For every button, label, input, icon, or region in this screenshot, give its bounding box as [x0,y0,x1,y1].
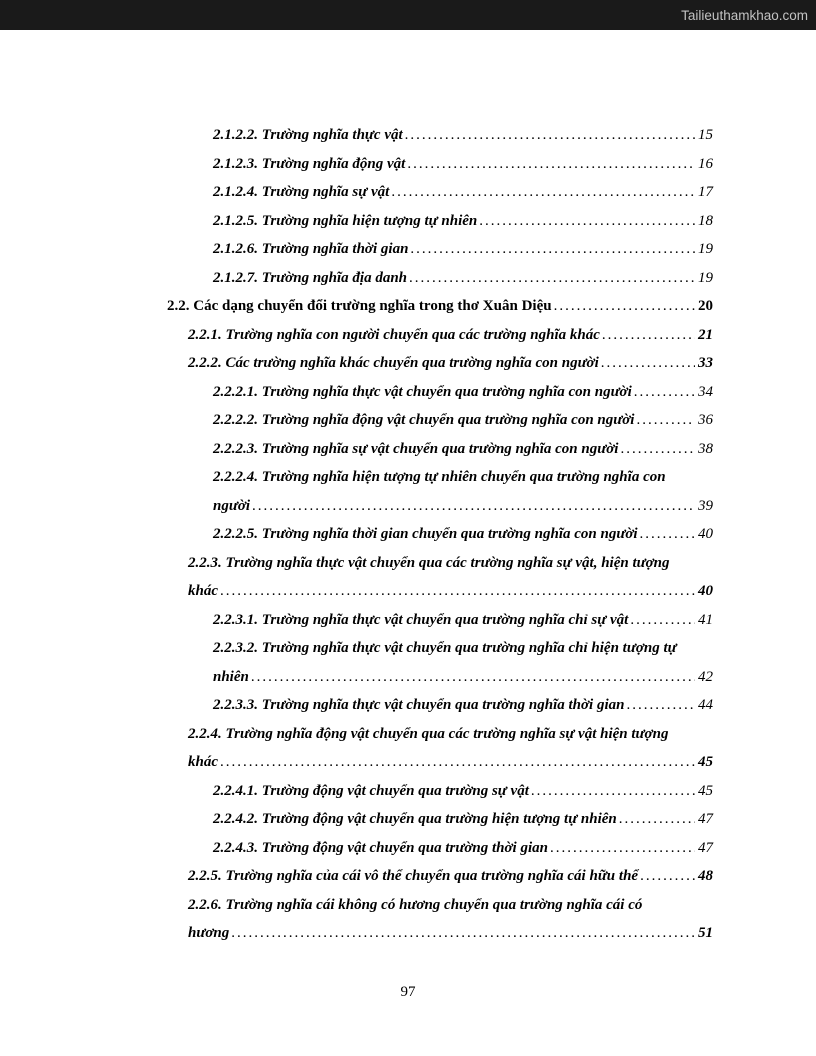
toc-entry-text: khác [188,754,218,770]
toc-entry-text: người [213,497,251,514]
toc-entry-text: khác [188,583,218,599]
dot-leader [626,691,695,720]
toc-entry-line [213,634,713,663]
dot-leader [251,663,695,692]
toc-entry-text: 2.2.2.1. Trường nghĩa thực vật chuyển qua trường nghĩa con người [213,383,632,400]
toc-entry [167,435,713,464]
toc-entry [167,520,713,549]
toc-page-number: 19 [698,269,713,286]
toc-entry [167,292,713,321]
dot-leader [231,919,695,948]
toc-entry-line [213,121,713,150]
toc-entry [167,834,713,863]
toc-page-number: 19 [698,241,713,257]
watermark-text: Tailieuthamkhao.com [681,7,808,23]
toc-entry-line [213,378,713,407]
toc-page-number: 39 [698,497,713,514]
toc-page-number: 20 [698,298,713,314]
toc-entry [167,862,713,891]
toc-entry [167,720,713,777]
toc-page-number: 42 [698,668,713,685]
toc-entry-text: 2.2.4.1. Trường động vật chuyển qua trường sự vật [213,782,529,799]
toc-entry-line [188,349,713,378]
toc-entry-text: 2.2.5. Trường nghĩa của cái vô thể chuyển qua trường nghĩa cái hữu thể [188,868,639,884]
toc-entry-text: 2.2.3.2. Trường nghĩa thực vật chuyển qua trường nghĩa chỉ hiện tượng tự [213,640,677,656]
toc-entry [167,207,713,236]
toc-entry-text: 2.2.2.5. Trường nghĩa thời gian chuyển qua trường nghĩa con người [213,526,638,542]
toc-entry-line [213,264,713,293]
toc-entry-line [188,577,713,606]
toc-entry-line [213,691,713,720]
toc-entry [167,178,713,207]
dot-leader [391,178,695,207]
toc-entry-line [213,463,713,492]
toc-page-number: 33 [698,355,713,371]
toc-entry-text: 2.2.4.2. Trường động vật chuyển qua trường hiện tượng tự nhiên [213,811,617,827]
dot-leader [410,235,695,264]
watermark-bar [0,0,816,30]
toc-entry-text: 2.2.3.3. Trường nghĩa thực vật chuyển qua trường nghĩa thời gian [213,697,625,713]
toc-entry-text: 2.1.2.7. Trường nghĩa địa danh [213,269,408,286]
toc-page-number: 40 [698,526,713,542]
toc-entry [167,606,713,635]
toc-entry-line [213,235,713,264]
toc-page-number: 38 [698,440,713,457]
toc-entry-text: 2.2.6. Trường nghĩa cái không có hương chuyển qua trường nghĩa cái có [188,896,643,913]
toc-page-number: 18 [698,212,713,229]
toc-entry-text: 2.2.2.4. Trường nghĩa hiện tượng tự nhiên chuyển qua trường nghĩa con [213,469,666,485]
toc-page-number: 40 [698,583,713,599]
dot-leader [405,121,695,150]
dot-leader [619,805,695,834]
toc-entry-line [213,805,713,834]
toc-entry-text: 2.2. Các dạng chuyển đổi trường nghĩa trong thơ Xuân Diệu [167,298,552,314]
toc-entry [167,777,713,806]
toc-entry [167,150,713,179]
toc-entry-line [213,207,713,236]
toc-entry-line [213,520,713,549]
toc-entry-text: 2.1.2.6. Trường nghĩa thời gian [213,241,409,257]
toc-page-number: 47 [698,839,713,856]
toc-entry [167,891,713,948]
toc-entry-text: 2.2.3. Trường nghĩa thực vật chuyển qua các trường nghĩa sự vật, hiện tượng [188,554,670,571]
toc-entry-text: 2.1.2.5. Trường nghĩa hiện tượng tự nhiên [213,212,478,229]
dot-leader [602,321,695,350]
table-of-contents [167,121,713,948]
toc-entry-line [188,720,713,749]
toc-entry-text: 2.1.2.2. Trường nghĩa thực vật [213,127,403,143]
toc-entry-line [167,292,713,321]
toc-entry-line [213,492,713,521]
toc-entry [167,121,713,150]
dot-leader [407,150,695,179]
toc-entry-line [213,663,713,692]
dot-leader [252,492,695,521]
toc-page-number: 44 [698,697,713,713]
toc-entry-line [213,834,713,863]
toc-page-number: 17 [698,184,713,200]
toc-page-number: 45 [698,782,713,799]
toc-entry [167,549,713,606]
dot-leader [601,349,695,378]
dot-leader [554,292,695,321]
dot-leader [634,378,695,407]
toc-entry-text: 2.1.2.3. Trường nghĩa động vật [213,155,406,172]
toc-page-number: 15 [698,127,713,143]
dot-leader [620,435,695,464]
toc-entry-line [188,748,713,777]
toc-entry-line [188,919,713,948]
toc-page-number: 16 [698,155,713,172]
toc-page-number: 36 [698,412,713,428]
toc-entry-line [188,321,713,350]
toc-entry-text: 2.1.2.4. Trường nghĩa sự vật [213,184,390,200]
page-number: 97 [400,984,416,1000]
toc-entry [167,235,713,264]
toc-entry-line [188,891,713,920]
dot-leader [531,777,695,806]
toc-entry-line [213,606,713,635]
dot-leader [640,862,695,891]
toc-entry [167,349,713,378]
toc-page-number: 51 [698,925,713,941]
toc-page-number: 48 [698,868,713,884]
toc-entry-line [213,777,713,806]
toc-entry-line [213,406,713,435]
toc-entry-line [213,178,713,207]
toc-entry [167,634,713,691]
toc-entry-text: 2.2.2. Các trường nghĩa khác chuyển qua trường nghĩa con người [188,355,599,371]
toc-page-number: 41 [698,611,713,628]
toc-entry-text: 2.2.3.1. Trường nghĩa thực vật chuyển qua trường nghĩa chỉ sự vật [213,611,629,628]
toc-entry-text: nhiên [213,668,249,685]
toc-entry [167,805,713,834]
dot-leader [220,577,695,606]
toc-entry [167,406,713,435]
toc-entry [167,691,713,720]
dot-leader [550,834,695,863]
toc-entry [167,463,713,520]
toc-entry-text: 2.2.2.2. Trường nghĩa động vật chuyển qua trường nghĩa con người [213,412,635,428]
toc-entry-text: 2.2.4. Trường nghĩa động vật chuyển qua các trường nghĩa sự vật hiện tượng [188,725,669,742]
toc-entry [167,264,713,293]
toc-entry-text: hương [188,925,230,941]
dot-leader [630,606,695,635]
toc-page-number: 21 [698,326,713,343]
toc-entry-text: 2.2.2.3. Trường nghĩa sự vật chuyển qua trường nghĩa con người [213,440,619,457]
toc-entry-line [188,549,713,578]
toc-entry-text: 2.2.1. Trường nghĩa con người chuyển qua các trường nghĩa khác [188,326,600,343]
dot-leader [409,264,695,293]
toc-entry-line [188,862,713,891]
toc-entry-text: 2.2.4.3. Trường động vật chuyển qua trường thời gian [213,839,548,856]
dot-leader [220,748,695,777]
toc-page-number: 34 [698,383,713,400]
toc-entry-line [213,435,713,464]
dot-leader [479,207,695,236]
toc-entry [167,321,713,350]
toc-entry [167,378,713,407]
toc-page-number: 47 [698,811,713,827]
dot-leader [640,520,695,549]
toc-entry-line [213,150,713,179]
dot-leader [636,406,695,435]
toc-page-number: 45 [698,754,713,770]
